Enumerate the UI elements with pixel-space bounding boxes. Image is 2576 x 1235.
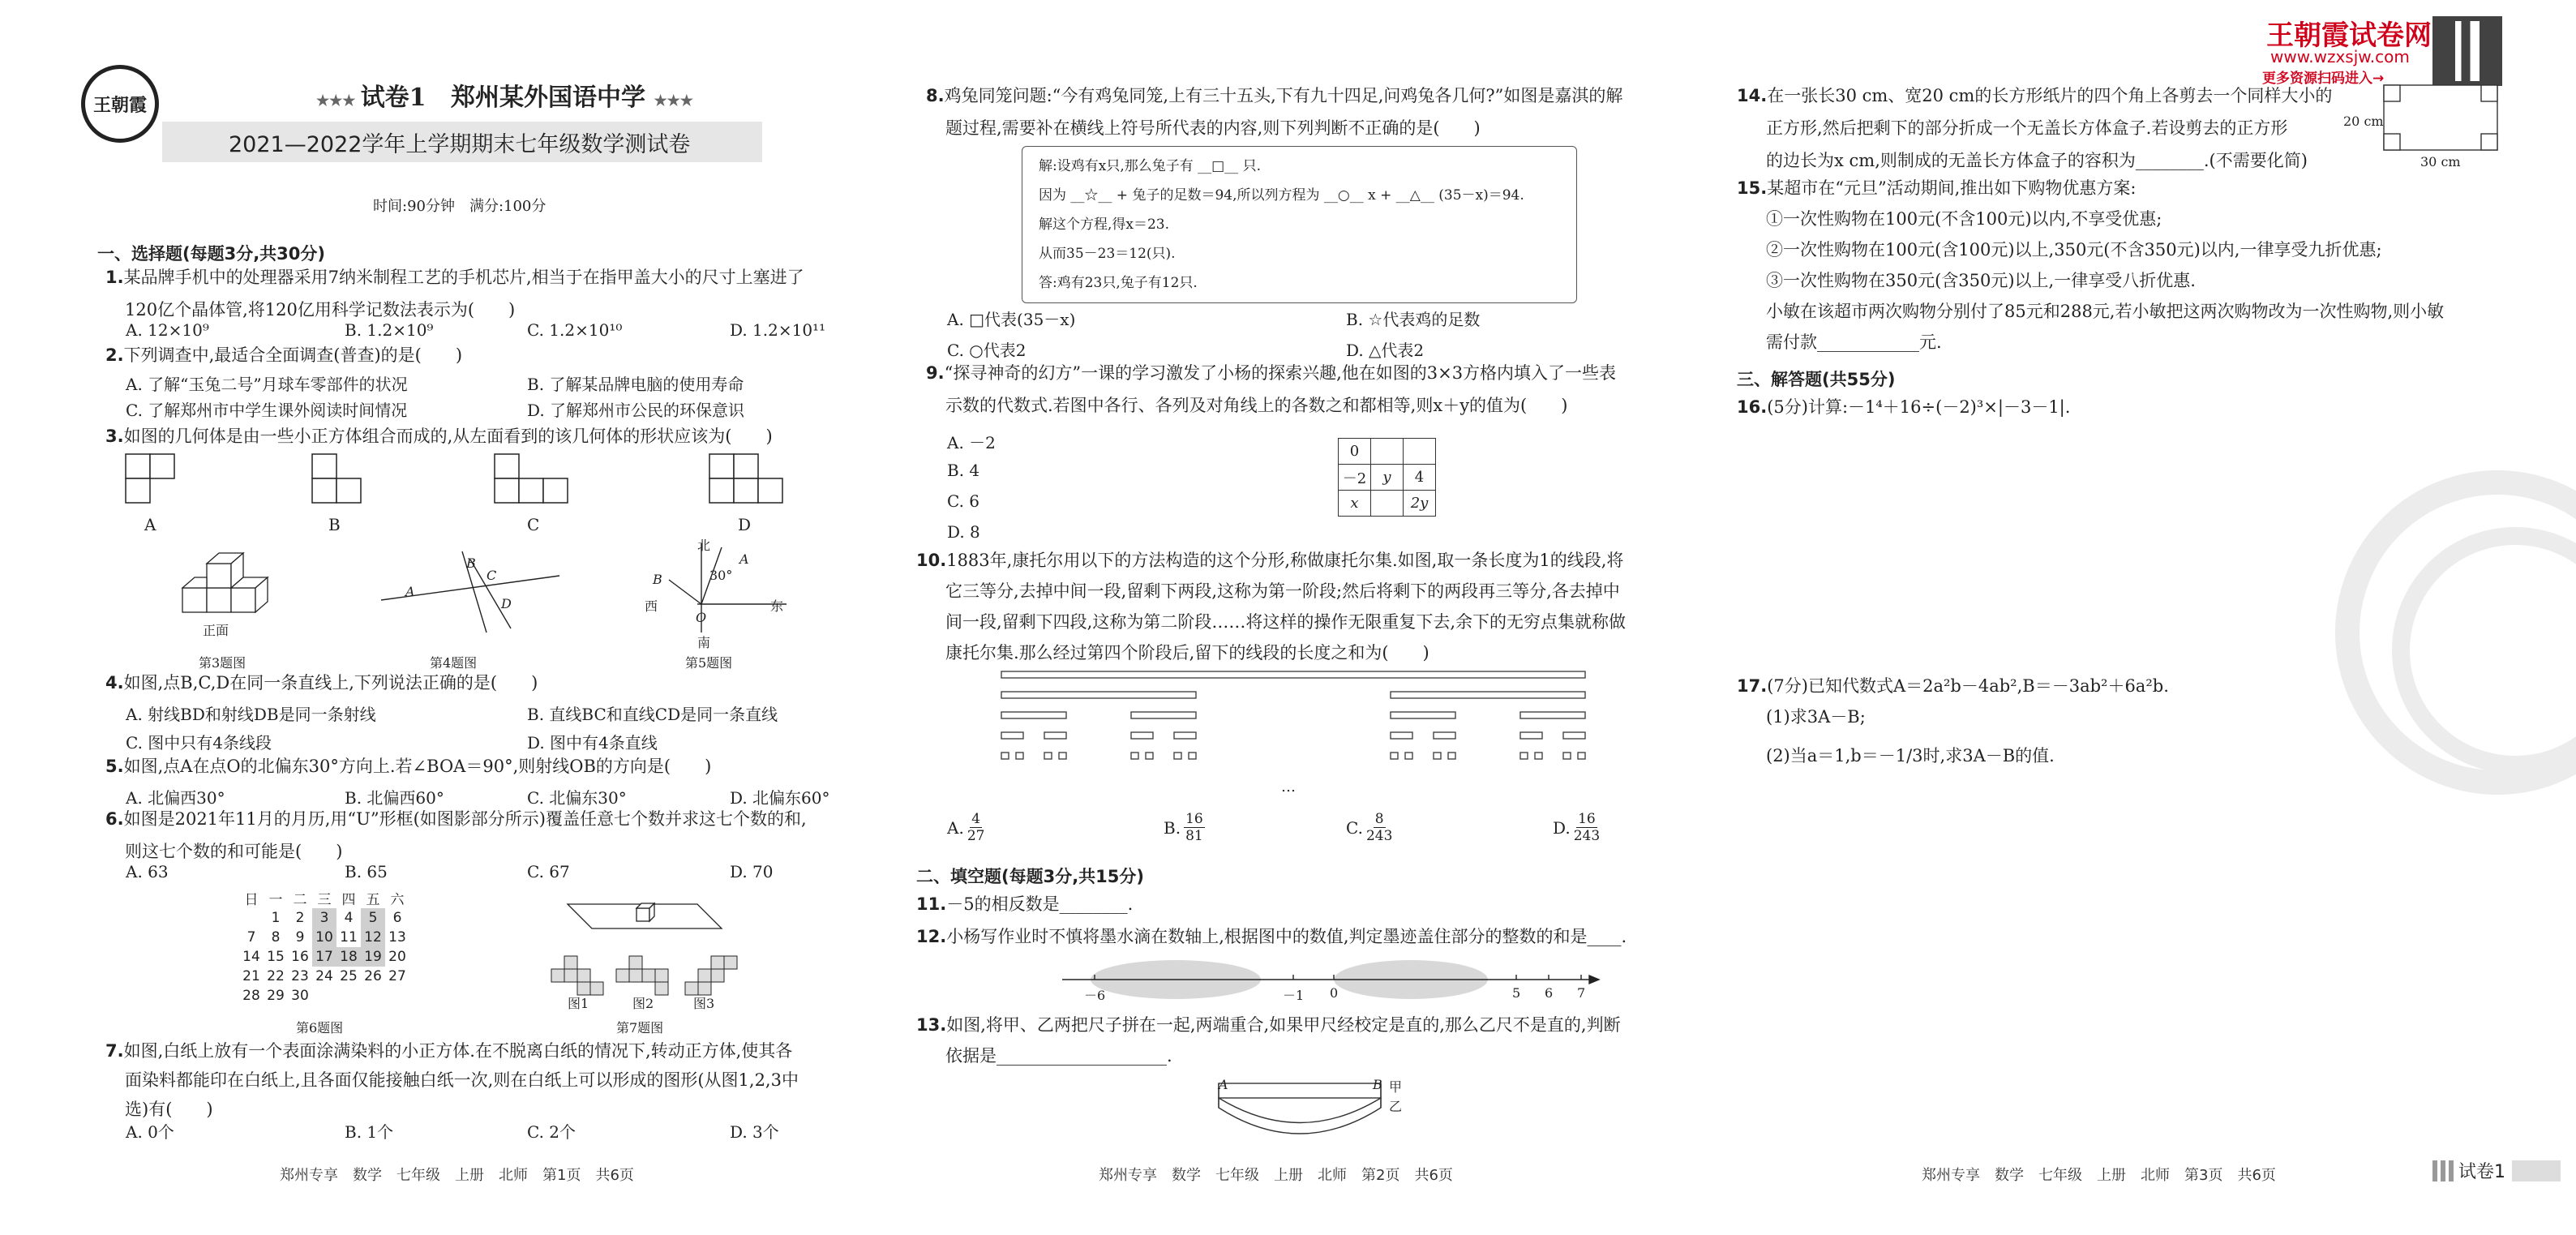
page-footer: 郑州专享 数学 七年级 上册 北师 第3页 共6页 <box>1922 1167 2276 1184</box>
solution-line: 因为 __☆__ + 兔子的足数＝94,所以列方程为 __○__ x + __△__ (35－x)＝94. <box>1039 187 1524 204</box>
front-label: 正面 <box>203 623 229 638</box>
solution-box <box>1022 146 1577 303</box>
question-number: 1. <box>105 268 124 287</box>
grid-cell: －2 <box>1339 465 1371 491</box>
tick-label: 7 <box>1577 985 1586 1001</box>
option-a[interactable]: A. 了解“玉兔二号”月球车零部件的状况 <box>126 375 408 394</box>
tick-label: －1 <box>1283 988 1305 1003</box>
date-cell: 13 <box>388 929 406 946</box>
date-cell: 3 <box>312 908 336 928</box>
point-c-label: C <box>486 568 497 583</box>
question-10 <box>916 545 1707 668</box>
question-text: 的边长为x cm,则制成的无盖长方体盒子的容积为________.(不需要化简) <box>1766 151 2308 170</box>
denominator: 243 <box>1365 828 1393 844</box>
point-d-label: D <box>501 596 512 611</box>
exam-page-2 <box>892 0 1703 1235</box>
question-text: 题过程,需要补在横线上符号所代表的内容,则下列判断不正确的是( ) <box>945 118 1481 138</box>
question-part-2: (2)当a＝1,b＝－1/3时,求3A－B的值. <box>1766 746 2055 765</box>
question-text: 如图,白纸上放有一个表面涂满染料的小正方体.在不脱离白纸的情况下,转动正方体,使其各 <box>123 1041 793 1061</box>
question-text: 间一段,留剩下四段,这称为第二阶段……将这样的操作无限重复下去,余下的无穷点集就称做 <box>945 612 1627 632</box>
figure-3-caption: 第3题图 <box>199 655 246 671</box>
paper-no: 试卷1 <box>360 84 426 112</box>
date-cell: 29 <box>267 988 285 1004</box>
date-cell: 15 <box>267 949 285 965</box>
date-cell: 23 <box>291 968 309 984</box>
option-d[interactable]: D. 8 <box>947 522 980 542</box>
date-cell: 4 <box>344 910 354 926</box>
solution-line: 从而35－23＝12(只). <box>1039 246 1176 262</box>
question-number: 16. <box>1737 397 1768 417</box>
question-text: “探寻神奇的幻方”一课的学习激发了小杨的探索兴趣,他在如图的3×3方格内填入了一些表 <box>944 363 1617 383</box>
option-a[interactable]: A. －2 <box>947 433 996 452</box>
option-a[interactable]: A. 12×10⁹ <box>126 320 209 340</box>
site-url: www.wzxsjw.com <box>2270 47 2410 66</box>
option-label: A. <box>947 817 964 838</box>
exam-page-3 <box>1703 0 2576 1235</box>
question-1 <box>105 261 884 326</box>
weekday-cell: 日 <box>244 892 259 908</box>
question-number: 17. <box>1737 676 1768 696</box>
question-text: 下列调查中,最适合全面调查(普查)的是( ) <box>123 345 463 365</box>
question-text: 如图,将甲、乙两把尺子拼在一起,两端重合,如果甲尺经校定是直的,那么乙尺不是直的,判断 <box>946 1015 1621 1035</box>
question-12 <box>916 920 1627 953</box>
option-b[interactable] <box>1164 811 1205 844</box>
date-cell <box>336 986 361 1006</box>
north-label: 北 <box>697 538 711 553</box>
question-5 <box>105 750 711 783</box>
calendar-row <box>239 908 409 928</box>
question-13 <box>916 1010 1707 1071</box>
grid-cell <box>1404 439 1436 465</box>
denominator: 81 <box>1185 828 1203 844</box>
question-text: 它三等分,去掉中间一段,留剩下两段,这称为第一阶段;然后将剩下的两段再三等分,各去掉中 <box>945 581 1620 601</box>
solution-line: 解这个方程,得x＝23. <box>1039 217 1170 233</box>
weekday-cell: 五 <box>366 892 380 908</box>
question-text: 如图是2021年11月的月历,用“U”形框(如图影部分所示)覆盖任意七个数并求这七个数的和, <box>123 809 807 829</box>
point-b-label: B <box>466 555 476 571</box>
option-c[interactable]: C. 2个 <box>527 1122 576 1142</box>
date-cell: 25 <box>340 968 358 984</box>
exam-page-1 <box>0 0 892 1235</box>
numerator: 16 <box>1185 811 1203 827</box>
question-9 <box>926 357 1704 422</box>
date-cell: 28 <box>242 988 260 1004</box>
question-text: 选)有( ) <box>125 1100 213 1119</box>
option-d[interactable]: D. 3个 <box>730 1122 779 1142</box>
question-text: 如图,点A在点O的北偏东30°方向上.若∠BOA＝90°,则射线OB的方向是( ) <box>123 757 712 776</box>
date-cell <box>239 908 264 928</box>
question-7 <box>105 1036 892 1124</box>
cantor-set-figure <box>1001 671 1585 769</box>
date-cell: 8 <box>271 929 281 946</box>
option-d[interactable]: D <box>738 515 752 534</box>
question-text: 如图,点B,C,D在同一条直线上,下列说法正确的是( ) <box>123 673 538 693</box>
date-cell: 1 <box>271 910 281 926</box>
option-d[interactable]: D. 图中有4条直线 <box>527 733 658 753</box>
section-3-title: 三、解答题(共55分) <box>1737 370 1896 389</box>
tick-label: 5 <box>1512 985 1521 1001</box>
figure-4-caption: 第4题图 <box>430 655 478 671</box>
point-a-label: A <box>739 551 749 567</box>
tick-label: 0 <box>1330 985 1339 1001</box>
page-footer: 郑州专享 数学 七年级 上册 北师 第2页 共6页 <box>1099 1167 1453 1184</box>
question-6 <box>105 803 892 868</box>
question-8 <box>926 79 1704 144</box>
school-name: 郑州某外国语中学 <box>451 84 646 112</box>
question-number: 14. <box>1737 86 1768 105</box>
question-number: 5. <box>105 757 124 776</box>
ellipsis: … <box>1281 778 1296 795</box>
width-label: 20 cm <box>2343 114 2384 129</box>
figure-5-caption: 第5题图 <box>685 655 733 671</box>
question-2 <box>105 339 462 371</box>
denominator: 27 <box>967 828 985 844</box>
date-cell: 10 <box>312 928 336 947</box>
question-17 <box>1737 670 2169 702</box>
question-4 <box>105 667 538 699</box>
fig7-label-3: 图3 <box>693 996 715 1011</box>
calendar-table <box>239 888 409 1006</box>
q3-solid-figure <box>174 543 304 633</box>
question-number: 10. <box>916 551 947 570</box>
question-text: 面染料都能印在白纸上,且各面仅能接触白纸一次,则在白纸上可以形成的图形(从图1,2,3中 <box>125 1070 799 1090</box>
discount-rule-2: ②一次性购物在100元(含100元)以上,350元(不含350元)以内,一律享受九折优惠; <box>1766 240 2382 259</box>
question-text: 鸡兔同笼问题:“今有鸡兔同笼,上有三十五头,下有九十四足,问鸡兔各几何?”如图是嘉淇的解 <box>944 86 1623 105</box>
option-b[interactable]: B. ☆代表鸡的足数 <box>1346 310 1481 329</box>
weekday-cell: 一 <box>268 892 283 908</box>
grid-cell <box>1371 439 1404 465</box>
grid-cell: y <box>1371 465 1404 491</box>
question-text: －5的相反数是________. <box>946 894 1134 914</box>
date-cell: 7 <box>246 929 256 946</box>
question-number: 15. <box>1737 178 1768 198</box>
option-label: B. <box>1164 817 1181 838</box>
option-b[interactable]: B. 直线BC和直线CD是同一条直线 <box>527 705 778 724</box>
question-number: 11. <box>916 894 947 914</box>
figure-6-caption: 第6题图 <box>296 1020 344 1036</box>
time-info: 时间:90分钟 满分:100分 <box>373 198 546 215</box>
date-cell: 19 <box>361 947 385 967</box>
date-cell: 21 <box>242 968 260 984</box>
question-text: 某品牌手机中的处理器采用7纳米制程工艺的手机芯片,相当于在指甲盖大小的尺寸上塞进了 <box>123 268 804 287</box>
option-c[interactable]: C. 图中只有4条线段 <box>126 733 272 753</box>
calendar-row <box>239 986 409 1006</box>
ruler-jia-label: 甲 <box>1389 1079 1403 1095</box>
section-1-title: 一、选择题(每题3分,共30分) <box>97 244 326 264</box>
question-number: 13. <box>916 1015 947 1035</box>
paper-tag-label: 试卷1 <box>2458 1162 2505 1182</box>
option-a[interactable]: A. □代表(35－x) <box>947 310 1076 329</box>
question-15 <box>1737 172 2136 204</box>
site-brand: 王朝霞试卷网 <box>2266 19 2432 52</box>
option-c[interactable] <box>1346 811 1392 844</box>
point-b-label: B <box>1373 1077 1382 1092</box>
option-label: C. <box>1346 817 1363 838</box>
paper-subtitle: 2021—2022学年上学期期末七年级数学测试卷 <box>229 132 691 157</box>
question-number: 12. <box>916 927 947 946</box>
date-cell: 14 <box>242 949 260 965</box>
q7-cube-figure <box>551 888 746 1010</box>
question-text: 康托尔集.那么经过第四个阶段后,留下的线段的长度之和为( ) <box>945 643 1429 663</box>
question-number: 2. <box>105 345 124 365</box>
question-text: 在一张长30 cm、宽20 cm的长方形纸片的四个角上各剪去一个同样大小的 <box>1767 86 2333 105</box>
numerator: 4 <box>971 811 981 827</box>
option-a[interactable]: A. 0个 <box>126 1122 174 1142</box>
option-a[interactable]: A. 63 <box>126 862 169 881</box>
option-b[interactable]: B. 4 <box>947 461 980 480</box>
paper-tag <box>2432 1158 2561 1183</box>
tag-bar <box>2512 1160 2561 1181</box>
site-tagline: 更多资源扫码进入→ <box>2262 71 2385 87</box>
question-text: 需付款____________元. <box>1766 332 1942 352</box>
date-cell: 9 <box>295 929 305 946</box>
date-cell: 12 <box>361 928 385 947</box>
grid-cell: 0 <box>1339 439 1371 465</box>
star-icon: ★★★ <box>316 92 361 109</box>
grid-cell <box>1371 491 1404 517</box>
calendar-head-row <box>239 888 409 908</box>
option-d[interactable]: D. 了解郑州市公民的环保意识 <box>527 401 745 420</box>
west-label: 西 <box>645 598 658 614</box>
tick-label: －6 <box>1084 988 1106 1003</box>
option-d[interactable]: D. △代表2 <box>1346 341 1425 360</box>
discount-rule-1: ①一次性购物在100元(不含100元)以内,不享受优惠; <box>1766 209 2162 229</box>
q5-compass-figure <box>665 543 795 633</box>
numerator: 16 <box>1578 811 1596 827</box>
section-2-title: 二、填空题(每题3分,共15分) <box>916 867 1145 886</box>
qr-code-icon[interactable] <box>2432 16 2502 86</box>
option-b[interactable]: B. 1.2×10⁹ <box>345 320 434 340</box>
option-c[interactable]: C. 了解郑州市中学生课外阅读时间情况 <box>126 401 408 420</box>
angle-label: 30° <box>709 568 733 583</box>
date-cell: 6 <box>392 910 402 926</box>
option-b[interactable]: B <box>328 515 341 534</box>
option-d[interactable]: D. 70 <box>730 862 774 881</box>
date-cell: 18 <box>336 947 361 967</box>
calendar-row <box>239 947 409 967</box>
question-14 <box>1737 79 2353 177</box>
paper-sheet-figure <box>2384 85 2505 154</box>
option-c[interactable]: C. ○代表2 <box>947 341 1027 360</box>
option-a[interactable]: A. 北偏西30° <box>126 788 225 808</box>
date-cell: 24 <box>315 968 333 984</box>
date-cell: 27 <box>388 968 406 984</box>
option-label: D. <box>1553 817 1571 838</box>
option-a[interactable]: A. 射线BD和射线DB是同一条射线 <box>126 705 376 724</box>
question-text: 120亿个晶体管,将120亿用科学记数法表示为( ) <box>125 300 516 319</box>
question-number: 6. <box>105 809 124 829</box>
fig7-label-1: 图1 <box>568 996 589 1011</box>
question-number: 7. <box>105 1041 124 1061</box>
option-c[interactable]: C <box>527 515 540 534</box>
option-b[interactable]: B. 了解某品牌电脑的使用寿命 <box>527 375 744 394</box>
option-c[interactable]: C. 1.2×10¹⁰ <box>527 320 623 340</box>
question-text: 如图的几何体是由一些小正方体组合而成的,从左面看到的该几何体的形状应该为( ) <box>123 427 773 446</box>
option-b[interactable]: B. 1个 <box>345 1122 394 1142</box>
question-number: 9. <box>926 363 945 383</box>
date-cell: 30 <box>291 988 309 1004</box>
date-cell: 16 <box>291 949 309 965</box>
question-text: 小杨写作业时不慎将墨水滴在数轴上,根据图中的数值,判定墨迹盖住部分的整数的和是____. <box>946 927 1627 946</box>
grid-cell: x <box>1339 491 1371 517</box>
option-b[interactable]: B. 65 <box>345 862 388 881</box>
question-3 <box>105 420 773 452</box>
question-11 <box>916 888 1133 920</box>
weekday-cell: 四 <box>341 892 356 908</box>
question-text: (7分)已知代数式A＝2a²b－4ab²,B＝－3ab²＋6a²b. <box>1767 676 2169 696</box>
option-a[interactable] <box>947 811 984 844</box>
question-text: 则这七个数的和可能是( ) <box>125 842 343 861</box>
date-cell: 5 <box>361 908 385 928</box>
logo-text: 王朝霞 <box>92 94 147 116</box>
option-d[interactable]: D. 北偏东60° <box>730 788 830 808</box>
date-cell: 26 <box>364 968 382 984</box>
date-cell <box>361 986 385 1006</box>
point-b-label: B <box>653 572 662 587</box>
option-d[interactable]: D. 1.2×10¹¹ <box>730 320 826 340</box>
paper-title <box>316 77 693 113</box>
weekday-cell: 六 <box>390 892 405 908</box>
option-c[interactable]: C. 67 <box>527 862 570 881</box>
weekday-cell: 三 <box>317 892 332 908</box>
question-text: 依据是____________________. <box>945 1046 1172 1066</box>
question-part-1: (1)求3A－B; <box>1766 707 1866 727</box>
answer-area[interactable] <box>1766 778 2334 1143</box>
question-number: 3. <box>105 427 124 446</box>
calendar-row <box>239 928 409 947</box>
grid-cell: 4 <box>1404 465 1436 491</box>
logo-badge <box>81 65 159 143</box>
question-text: 某超市在“元旦”活动期间,推出如下购物优惠方案: <box>1767 178 2137 198</box>
origin-label: O <box>696 610 707 625</box>
answer-area[interactable] <box>1766 430 2334 665</box>
denominator: 243 <box>1573 828 1601 844</box>
solution-line: 解:设鸡有x只,那么兔子有 __□__ 只. <box>1039 158 1261 174</box>
date-cell <box>385 986 409 1006</box>
magic-square <box>1338 438 1436 517</box>
option-c[interactable]: C. 北偏东30° <box>527 788 627 808</box>
east-label: 东 <box>770 598 784 614</box>
solution-line: 答:鸡有23只,兔子有12只. <box>1039 275 1198 291</box>
discount-rule-3: ③一次性购物在350元(含350元)以上,一律享受八折优惠. <box>1766 271 2196 290</box>
question-16 <box>1737 391 2070 423</box>
numerator: 8 <box>1374 811 1384 827</box>
option-a[interactable]: A <box>144 515 156 534</box>
star-icon: ★★★ <box>654 92 693 109</box>
date-cell <box>312 986 336 1006</box>
question-number: 4. <box>105 673 124 693</box>
question-text: 小敏在该超市两次购物分别付了85元和288元,若小敏把这两次购物改为一次性购物,则小敏 <box>1766 302 2445 321</box>
tick-label: 6 <box>1545 985 1554 1001</box>
date-cell: 2 <box>295 910 305 926</box>
date-cell: 22 <box>267 968 285 984</box>
date-cell: 20 <box>388 949 406 965</box>
date-cell: 11 <box>340 929 358 946</box>
length-label: 30 cm <box>2420 154 2461 169</box>
date-cell: 17 <box>312 947 336 967</box>
grid-cell: 2y <box>1404 491 1436 517</box>
q3-option-figures <box>0 454 892 519</box>
calendar-row <box>239 967 409 986</box>
question-text: 1883年,康托尔用以下的方法构造的这个分形,称做康托尔集.如图,取一条长度为1的线段,将 <box>946 551 1624 570</box>
fig7-label-2: 图2 <box>632 996 654 1011</box>
option-b[interactable]: B. 北偏西60° <box>345 788 444 808</box>
option-d[interactable] <box>1553 811 1600 844</box>
ruler-yi-label: 乙 <box>1389 1099 1403 1114</box>
question-number: 8. <box>926 86 945 105</box>
weekday-cell: 二 <box>293 892 307 908</box>
point-a-label: A <box>1219 1077 1228 1092</box>
page-footer: 郑州专享 数学 七年级 上册 北师 第1页 共6页 <box>280 1167 634 1184</box>
point-a-label: A <box>405 584 415 599</box>
south-label: 南 <box>697 635 711 650</box>
question-text: 正方形,然后把剩下的部分折成一个无盖长方体盒子.若设剪去的正方形 <box>1766 118 2288 138</box>
question-text: (5分)计算:－1⁴＋16÷(－2)³×|－3－1|. <box>1767 397 2071 417</box>
grid-icon <box>2432 1160 2454 1181</box>
figure-7-caption: 第7题图 <box>616 1020 664 1036</box>
option-c[interactable]: C. 6 <box>947 491 980 511</box>
question-text: 示数的代数式.若图中各行、各列及对角线上的各数之和都相等,则x＋y的值为( ) <box>945 396 1568 415</box>
